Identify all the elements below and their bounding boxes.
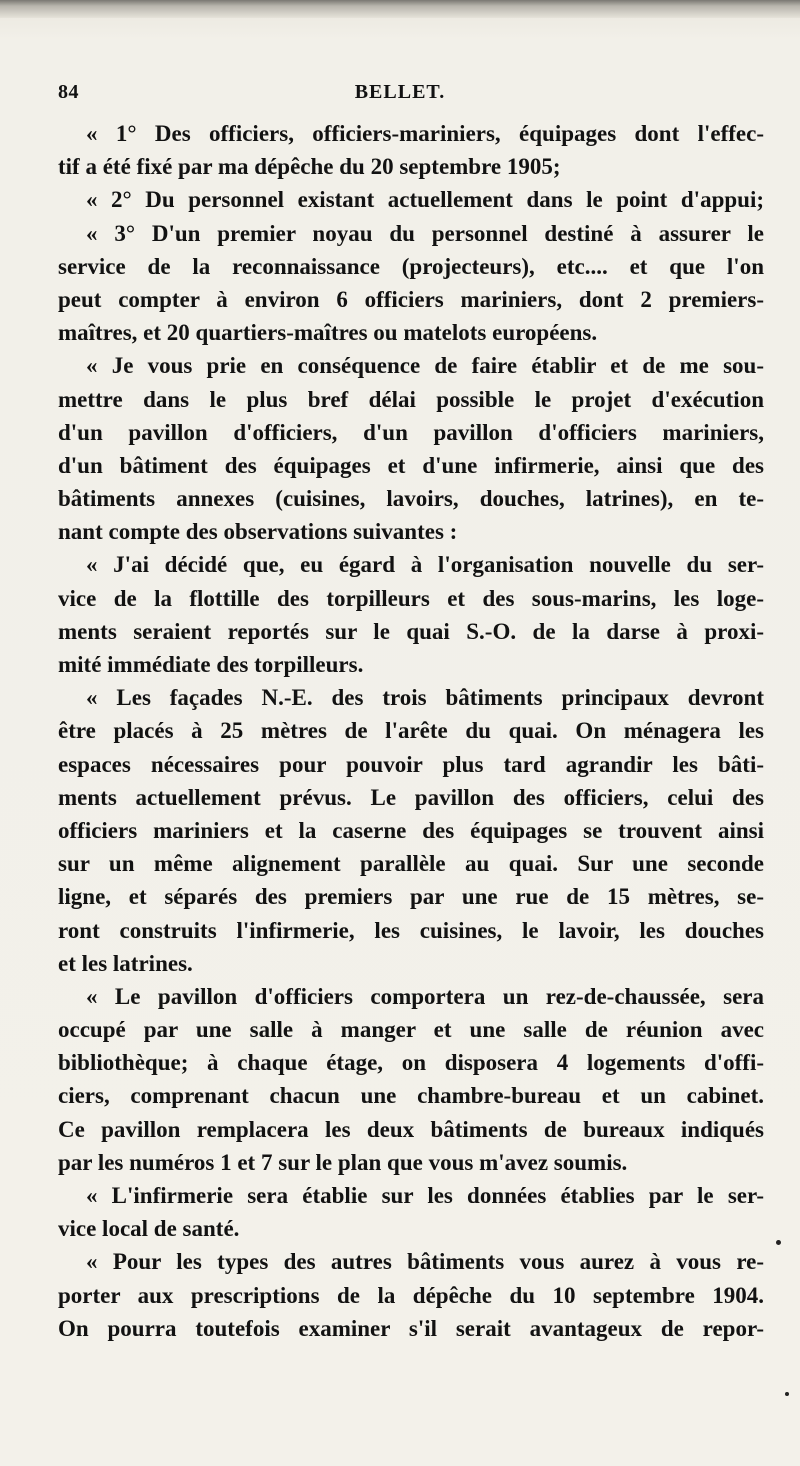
text-line: « Le pavillon d'officiers comportera un rez-de-chaussée, sera [86,983,764,1009]
text-line: d'un bâtiment des équipages et d'une infirmerie, ainsi que des [58,452,764,478]
text-line: « Je vous prie en conséquence de faire établir et de me sou- [86,353,764,379]
text-line: mettre dans le plus bref délai possible le projet d'exécution [58,386,764,412]
text-line: bâtiments annexes (cuisines, lavoirs, douches, latrines), en te- [58,486,764,512]
text-line: maîtres, et 20 quartiers-maîtres ou matelots européens. [58,320,598,346]
text-line: vice de la flottille des torpilleurs et des sous-marins, les loge- [58,585,764,611]
text-line: peut compter à environ 6 officiers mariniers, dont 2 premiers- [58,286,764,312]
page-top-shadow [0,0,800,18]
text-line: « 1° Des officiers, officiers-mariniers, équipages dont l'effec- [86,121,764,146]
text-line: service de la reconnaissance (projecteurs), etc.... et que l'on [58,253,764,279]
text-line: « 3° D'un premier noyau du personnel destiné à assurer le [86,220,764,246]
text-line: ciers, comprenant chacun une chambre-bureau et un cabinet. [58,1083,764,1109]
text-line: « 2° Du personnel existant actuellement dans le point d'appui; [86,187,764,213]
text-line: occupé par une salle à manger et une salle de réunion avec [58,1017,764,1043]
running-title: BELLET. [354,81,446,103]
text-line: mité immédiate des torpilleurs. [58,652,364,677]
text-line: ront construits l'infirmerie, les cuisines, le lavoir, les douches [58,917,764,943]
page-number: 84 [58,81,79,103]
text-line: tif a été fixé par ma dépêche du 20 septembre 1905; [58,154,561,180]
text-line: ments seraient reportés sur le quai S.-O. de la darse à proxi- [58,618,764,644]
text-line: être placés à 25 mètres de l'arête du quai. On ménagera les [58,718,764,744]
text-line: bibliothèque; à chaque étage, on disposera 4 logements d'offi- [58,1050,764,1076]
text-line: Ce pavillon remplacera les deux bâtiments de bureaux indiqués [58,1116,764,1142]
text-line: et les latrines. [58,950,193,976]
text-line: sur un même alignement parallèle au quai. Sur une seconde [58,851,764,877]
text-line: ments actuellement prévus. Le pavillon des officiers, celui des [58,784,764,810]
text-line: par les numéros 1 et 7 sur le plan que vous m'avez soumis. [58,1149,628,1175]
text-line: « Pour les types des autres bâtiments vous aurez à vous re- [86,1249,764,1275]
body-text [58,117,764,1345]
text-line: « Les façades N.-E. des trois bâtiments principaux devront [86,685,764,711]
text-line: vice local de santé. [58,1216,240,1242]
text-line: d'un pavillon d'officiers, d'un pavillon d'officiers mariniers, [58,419,764,445]
text-line: officiers mariniers et la caserne des équipages se trouvent ainsi [58,817,764,843]
ink-speck [785,1392,789,1396]
page-header [0,81,800,111]
text-line: nant compte des observations suivantes : [58,519,458,545]
text-line: ligne, et séparés des premiers par une rue de 15 mètres, se- [58,884,764,910]
text-line: espaces nécessaires pour pouvoir plus tard agrandir les bâti- [58,751,764,777]
ink-speck [776,1240,781,1245]
text-line: porter aux prescriptions de la dépêche du 10 septembre 1904. [58,1282,764,1308]
text-line: « J'ai décidé que, eu égard à l'organisation nouvelle du ser- [86,552,764,578]
text-line: « L'infirmerie sera établie sur les données établies par le ser- [86,1183,764,1208]
text-line: On pourra toutefois examiner s'il serait avantageux de repor- [58,1315,764,1341]
